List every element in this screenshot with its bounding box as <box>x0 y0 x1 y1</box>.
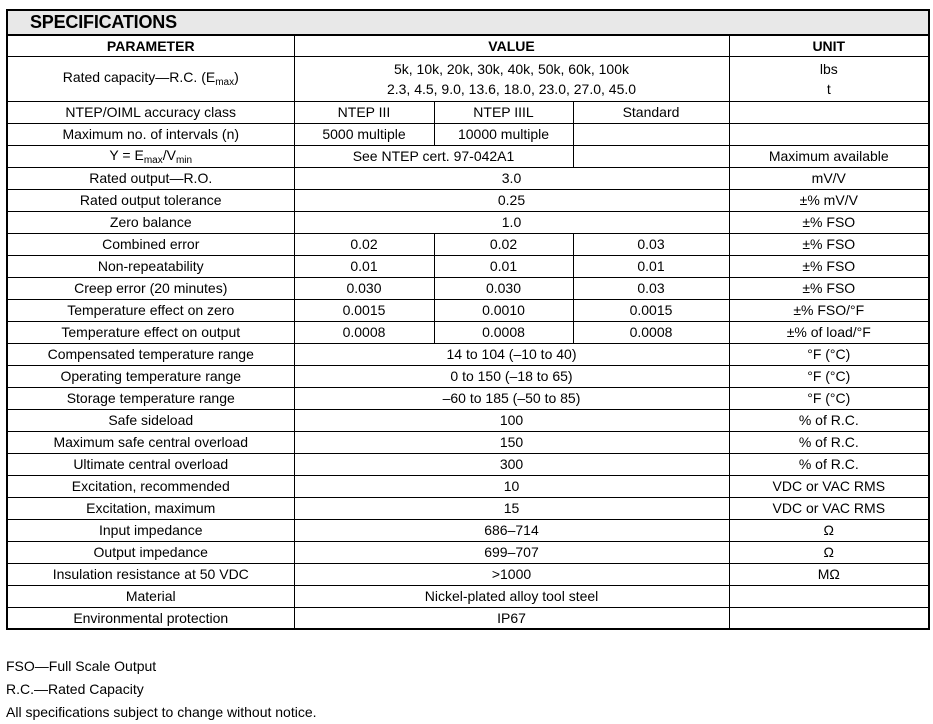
table-row-storage-temp-range <box>7 387 929 409</box>
value-cell: 10 <box>294 475 729 497</box>
unit-cell <box>729 607 929 629</box>
param-label: Y = E <box>109 146 144 163</box>
table-row-combined-error <box>7 233 929 255</box>
table-row-ultimate-overload <box>7 453 929 475</box>
value-cell-standard: 0.01 <box>573 255 729 277</box>
table-row-zero-balance <box>7 211 929 233</box>
param-cell: Combined error <box>7 233 294 255</box>
datasheet-page <box>6 9 928 630</box>
value-cell-standard: 0.0015 <box>573 299 729 321</box>
value-cell-ntep3: 0.0008 <box>294 321 434 343</box>
param-label: /V <box>162 146 176 163</box>
param-cell: Environmental protection <box>7 607 294 629</box>
unit-cell: Maximum available <box>729 145 929 167</box>
table-header-row <box>7 35 929 56</box>
param-label-subscript: max <box>143 154 163 166</box>
table-row-creep-error <box>7 277 929 299</box>
unit-cell: ±% mV/V <box>729 189 929 211</box>
param-cell: Safe sideload <box>7 409 294 431</box>
footnote-fso: FSO—Full Scale Output <box>6 658 157 674</box>
value-cell-ntep3l: NTEP IIIL <box>434 101 573 123</box>
footnotes <box>6 655 906 724</box>
value-lines <box>303 59 721 99</box>
unit-cell <box>729 123 929 145</box>
unit-cell: ±% FSO/°F <box>729 299 929 321</box>
unit-cell: ±% FSO <box>729 255 929 277</box>
param-cell: Excitation, recommended <box>7 475 294 497</box>
value-cell-standard <box>573 123 729 145</box>
param-cell: Material <box>7 585 294 607</box>
table-row-temp-effect-zero <box>7 299 929 321</box>
value-cell-ntep3: 5000 multiple <box>294 123 434 145</box>
value-cell-standard: 0.03 <box>573 277 729 299</box>
value-cell-ntep3: NTEP III <box>294 101 434 123</box>
unit-cell: mV/V <box>729 167 929 189</box>
value-cell: 15 <box>294 497 729 519</box>
unit-cell: Ω <box>729 541 929 563</box>
unit-cell: ±% of load/°F <box>729 321 929 343</box>
value-cell-ntep3l: 0.01 <box>434 255 573 277</box>
value-line-1: 5k, 10k, 20k, 30k, 40k, 50k, 60k, 100k <box>393 60 630 77</box>
value-cell: IP67 <box>294 607 729 629</box>
value-cell: 699–707 <box>294 541 729 563</box>
table-row-insulation-resistance <box>7 563 929 585</box>
col-header-parameter: PARAMETER <box>7 35 294 56</box>
param-cell: Zero balance <box>7 211 294 233</box>
table-row-excitation-recommended <box>7 475 929 497</box>
value-line-2: 2.3, 4.5, 9.0, 13.6, 18.0, 23.0, 27.0, 45.0 <box>386 80 637 97</box>
footnote-disclaimer: All specifications subject to change without notice. <box>6 704 317 720</box>
table-row-rated-output <box>7 167 929 189</box>
param-cell: Operating temperature range <box>7 365 294 387</box>
value-cell: 0 to 150 (–18 to 65) <box>294 365 729 387</box>
unit-cell: Ω <box>729 519 929 541</box>
table-row-max-safe-overload <box>7 431 929 453</box>
table-row-non-repeatability <box>7 255 929 277</box>
table-title-row <box>7 10 929 35</box>
table-row-safe-sideload <box>7 409 929 431</box>
param-cell <box>7 56 294 101</box>
param-cell: Rated output tolerance <box>7 189 294 211</box>
value-cell: 1.0 <box>294 211 729 233</box>
unit-line-1: lbs <box>819 60 838 77</box>
table-row-input-impedance <box>7 519 929 541</box>
value-cell-standard <box>573 145 729 167</box>
unit-cell <box>729 56 929 101</box>
unit-lines <box>738 59 921 99</box>
footnote-rc: R.C.—Rated Capacity <box>6 681 144 697</box>
table-row-output-impedance <box>7 541 929 563</box>
table-row-operating-temp-range <box>7 365 929 387</box>
table-row-y-emax-vmin <box>7 145 929 167</box>
value-cell-ntep3: 0.030 <box>294 277 434 299</box>
unit-cell: ±% FSO <box>729 233 929 255</box>
col-header-value: VALUE <box>294 35 729 56</box>
param-cell <box>7 145 294 167</box>
param-label-subscript: min <box>175 154 193 166</box>
value-cell: 3.0 <box>294 167 729 189</box>
unit-cell: VDC or VAC RMS <box>729 475 929 497</box>
unit-line-2: t <box>826 80 831 97</box>
table-row-temp-effect-output <box>7 321 929 343</box>
value-cell-ntep3: 0.0015 <box>294 299 434 321</box>
value-cell-standard: Standard <box>573 101 729 123</box>
value-cell-ntep3: 0.01 <box>294 255 434 277</box>
unit-cell: MΩ <box>729 563 929 585</box>
param-label: Rated capacity—R.C. (E <box>62 69 216 85</box>
unit-cell <box>729 101 929 123</box>
page-title: SPECIFICATIONS <box>7 10 929 35</box>
param-cell: Output impedance <box>7 541 294 563</box>
value-cell: See NTEP cert. 97-042A1 <box>294 145 573 167</box>
param-cell: Maximum no. of intervals (n) <box>7 123 294 145</box>
param-label-subscript: max <box>215 77 235 88</box>
table-row-intervals <box>7 123 929 145</box>
param-cell: Temperature effect on zero <box>7 299 294 321</box>
unit-cell: % of R.C. <box>729 409 929 431</box>
unit-cell: °F (°C) <box>729 387 929 409</box>
param-cell: Non-repeatability <box>7 255 294 277</box>
unit-cell: % of R.C. <box>729 453 929 475</box>
value-cell-ntep3l: 10000 multiple <box>434 123 573 145</box>
unit-cell: VDC or VAC RMS <box>729 497 929 519</box>
value-cell: –60 to 185 (–50 to 85) <box>294 387 729 409</box>
unit-cell: % of R.C. <box>729 431 929 453</box>
value-cell <box>294 56 729 101</box>
value-cell-ntep3: 0.02 <box>294 233 434 255</box>
param-cell: Storage temperature range <box>7 387 294 409</box>
value-cell-ntep3l: 0.030 <box>434 277 573 299</box>
value-cell: Nickel-plated alloy tool steel <box>294 585 729 607</box>
param-cell: Temperature effect on output <box>7 321 294 343</box>
param-cell: Excitation, maximum <box>7 497 294 519</box>
unit-cell <box>729 585 929 607</box>
value-cell: >1000 <box>294 563 729 585</box>
param-cell: Ultimate central overload <box>7 453 294 475</box>
value-cell-ntep3l: 0.0008 <box>434 321 573 343</box>
specifications-table <box>6 9 930 630</box>
param-label: ) <box>234 69 239 85</box>
value-cell: 686–714 <box>294 519 729 541</box>
param-cell: NTEP/OIML accuracy class <box>7 101 294 123</box>
table-row-excitation-maximum <box>7 497 929 519</box>
col-header-unit: UNIT <box>729 35 929 56</box>
value-cell: 300 <box>294 453 729 475</box>
value-cell-ntep3l: 0.0010 <box>434 299 573 321</box>
value-cell-ntep3l: 0.02 <box>434 233 573 255</box>
value-cell: 0.25 <box>294 189 729 211</box>
param-cell: Rated output—R.O. <box>7 167 294 189</box>
param-cell: Creep error (20 minutes) <box>7 277 294 299</box>
value-cell: 14 to 104 (–10 to 40) <box>294 343 729 365</box>
table-row-rated-output-tolerance <box>7 189 929 211</box>
value-cell: 150 <box>294 431 729 453</box>
value-cell: 100 <box>294 409 729 431</box>
value-cell-standard: 0.0008 <box>573 321 729 343</box>
param-cell: Input impedance <box>7 519 294 541</box>
table-row-material <box>7 585 929 607</box>
unit-cell: °F (°C) <box>729 365 929 387</box>
table-row-rated-capacity <box>7 56 929 101</box>
unit-cell: ±% FSO <box>729 277 929 299</box>
param-cell: Insulation resistance at 50 VDC <box>7 563 294 585</box>
table-row-accuracy-class <box>7 101 929 123</box>
table-row-environmental-protection <box>7 607 929 629</box>
param-cell: Compensated temperature range <box>7 343 294 365</box>
unit-cell: ±% FSO <box>729 211 929 233</box>
table-row-compensated-temp-range <box>7 343 929 365</box>
param-cell: Maximum safe central overload <box>7 431 294 453</box>
unit-cell: °F (°C) <box>729 343 929 365</box>
value-cell-standard: 0.03 <box>573 233 729 255</box>
